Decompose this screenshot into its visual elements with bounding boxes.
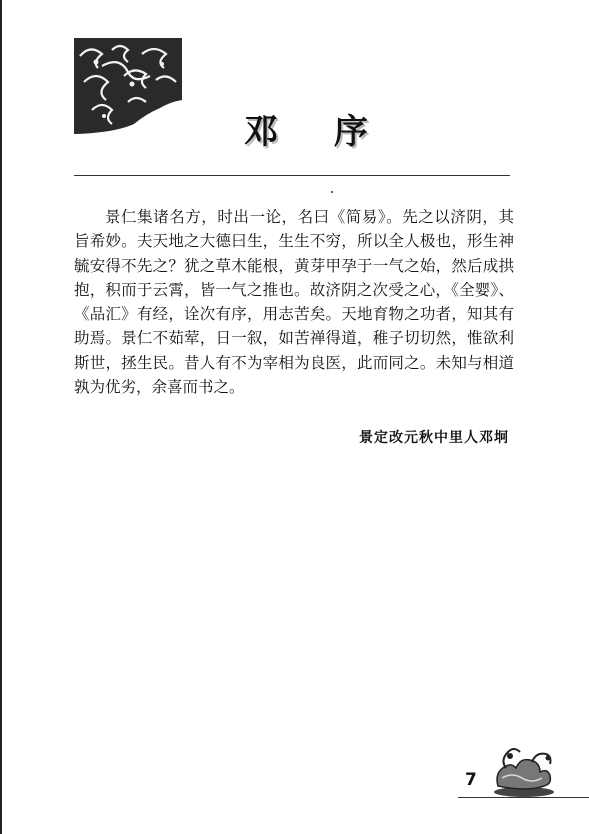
dragon-ornament-icon [488,742,558,798]
cloud-crane-ornament-icon [72,36,184,136]
page-number: 7 [465,770,477,790]
page-title: 邓 序 [244,112,390,152]
signature-line: 景定改元秋中里人邓坰 [359,430,509,446]
preface-paragraph: 景仁集诸名方，时出一论，名曰《简易》。先之以济阴，其旨希妙。夫天地之大德曰生，生生不穷，所以全人极也，形生神毓安得不先之？犹之草木能根，黄芽甲孕于一气之始，然后成拱抱，积而于云霄，皆一气之推也。故济阴之次受之心，《全婴》、《品汇》有经，诠次有序，用志苦矣。天地育物之功者，知其有助焉。景仁不茹荤，日一叙，如苦禅得道，稚子切切然，惟欲利斯世，拯生民。昔人有不为宰相为良医，此而同之。未知与相道孰为优劣，余喜而书之。 [74,208,514,397]
page-edge-rule [0,0,2,834]
decorative-dot [331,191,333,193]
title-divider [74,175,510,176]
